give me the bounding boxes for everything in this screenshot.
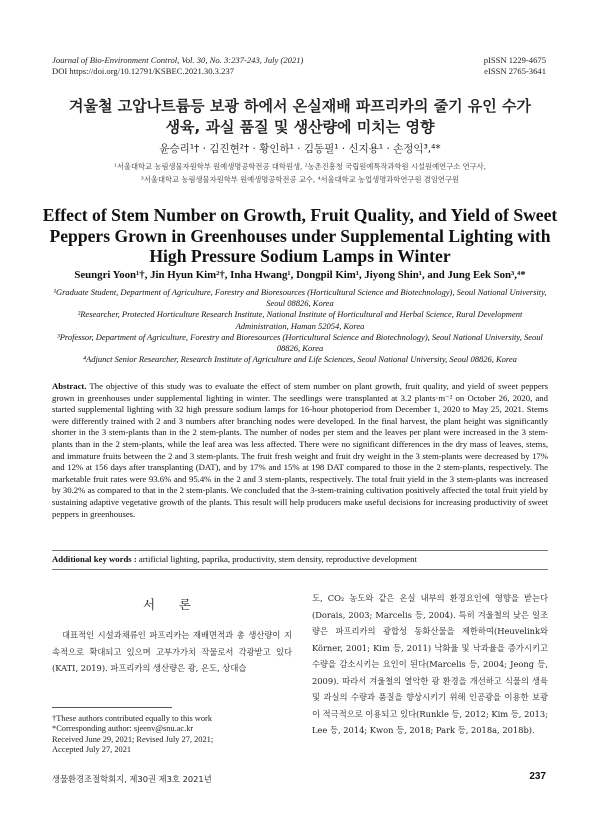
divider <box>52 550 548 551</box>
korean-title <box>40 96 560 138</box>
affiliation: ²Researcher, Protected Horticulture Research Institute, National Institute of Horticultural and Herbal Science, Rural Development Administration, Haman 52054, Korea <box>77 309 523 331</box>
footnotes <box>52 714 292 756</box>
english-title <box>40 205 560 267</box>
keywords-label: Additional key words : <box>52 554 137 564</box>
abstract-label: Abstract. <box>52 381 87 391</box>
issn-block <box>484 55 546 77</box>
korean-title-line: 생육, 과실 품질 및 생산량에 미치는 영향 <box>165 118 435 136</box>
korean-affiliation-line: ³서울대학교 농림생물자원학부 원예생명공학전공 교수, ⁴서울대학교 농업생명과학연구원 겸임연구원 <box>140 175 460 184</box>
english-title-line: Effect of Stem Number on Growth, Fruit Quality, and Yield of Sweet <box>42 205 558 225</box>
body-right-column: 도, CO₂ 농도와 같은 온실 내부의 환경요인에 영향을 받는다(Dorais, 2003; Marcelis 등, 2004). 특히 겨울철의 낮은 일조량은 파프리카의 광합성 동화산물을 제한하여(Heuvelink와 Körner, 2001; Kim 등, 2011) 낙화율 및 낙과율을 증가시키고 수량을 감소시키는 요인이 된다(Marcelis 등, 2004; Jeong 등, 2009). 따라서 겨울철의 열악한 광 환경을 개선하고 식물의 생육 및 과실의 수량과 품질을 향상시키기 위해 인공광을 이용한 보광이 적극적으로 이용되고 있다(Runkle 등, 2012; Kim 등, 2013; Lee 등, 2014; Kwon 등, 2018; Park 등, 2018a, 2018b). <box>312 593 548 735</box>
footnote: *Corresponding author: sjeenv@snu.ac.kr <box>52 724 194 734</box>
keywords <box>52 554 548 564</box>
keywords-text: artificial lighting, paprika, productivity, stem density, reproductive development <box>138 554 417 564</box>
korean-authors: 윤승리¹† · 김진현²† · 황인하¹ · 김동필¹ · 신지용¹ · 손정익³,⁴* <box>159 143 441 155</box>
english-title-line: High Pressure Sodium Lamps in Winter <box>149 246 451 266</box>
pissn: pISSN 1229-4675 <box>483 55 546 65</box>
english-title-line: Peppers Grown in Greenhouses under Supplemental Lighting with <box>49 225 551 246</box>
affiliation: ⁴Adjunct Senior Researcher, Research Institute of Agriculture and Life Sciences, Seoul National University, Seoul 08826, Korea <box>83 354 517 365</box>
page-number: 237 <box>529 771 546 782</box>
footnote: Received June 29, 2021; Revised July 27, 2021; <box>52 734 214 744</box>
doi-link[interactable]: DOI https://doi.org/10.12791/KSBEC.2021.30.3.237 <box>52 66 234 76</box>
section-title: 서 론 <box>142 597 202 612</box>
english-affiliations <box>52 287 548 365</box>
korean-title-line: 겨울철 고압나트륨등 보광 하에서 온실재배 파프리카의 줄기 유인 수가 <box>69 97 531 115</box>
english-authors: Seungri Yoon¹†, Jin Hyun Kim²†, Inha Hwang¹, Dongpil Kim¹, Jiyong Shin¹, and Jung Eek Son³,⁴* <box>74 269 526 281</box>
korean-affiliation-line: ¹서울대학교 농림생물자원학부 원예생명공학전공 대학원생, ²농촌진흥청 국립원예특작과학원 시설원예연구소 연구사, <box>113 162 487 171</box>
journal-citation: Journal of Bio-Environment Control, Vol. 30, No. 3:237-243, July (2021) <box>52 55 304 65</box>
journal-header <box>52 55 303 77</box>
eissn: eISSN 2765-3641 <box>484 66 546 76</box>
abstract-text: The objective of this study was to evaluate the effect of stem number on plant growth, fruit quality, and yield of sweet peppers grown in greenhouses under supplemental lighting in winter. The seedlings were transplanted at 3.2 plants·m⁻² on October 26, 2020, and started supplemental lighting with 32 high pressure sodium lamps for 16-hour photoperiod from December 1, 2020 to May 25, 2021. Stems were differently trained with 2 and 3 numbers after branching nodes were developed. In the final harvest, the plant height was significantly shorter in the 3 stem-plants than in the 2 stem-plants. The number of nodes per stem and the leaves per plant were increased in the 3 stem-plants than in the 2 stem-plants, while the leaf area was less affected. There were no significant differences in the dry mass of leaves, stems, and immature fruits between the 2 and 3 stem-plants. The fruit fresh weight and fruit dry weight in the 3 stem-plants were decreased by 17% and 12% at 156 days after transplanting (DAT), and by 17% and 15% at 198 DAT compared to those in the 2 stem-plants, respectively. The marketable fruit rates were 93.6% and 95.4% in the 2 and 3 stem-plants, respectively. The total fruit yield in the 3 stem-plants was increased by 30.2% as compared to that in the 2 stem-plants. We concluded that the 3-stem-training cultivation positively affected the total fruit yield by sustaining adaptive vegetative growth of the plants. This result will help producers make useful decisions for increasing productivity of sweet peppers in greenhouses. <box>52 381 549 519</box>
abstract <box>52 381 548 520</box>
korean-affiliations <box>40 160 560 186</box>
affiliation: ¹Graduate Student, Department of Agriculture, Forestry and Bioresources (Horticultural Science and Biotechnology), Seoul National University, Seoul 08826, Korea <box>53 287 547 309</box>
footnote-divider <box>52 707 172 708</box>
affiliation: ³Professor, Department of Agriculture, Forestry and Bioresources (Horticultural Science and Biotechnology), Seoul National University, Seoul 08826, Korea <box>57 331 543 354</box>
footnote: Accepted July 27, 2021 <box>52 745 132 755</box>
body-left-column: 대표적인 시설과채류인 파프리카는 재배면적과 총 생산량이 지속적으로 확대되고 있으며 고부가가치 작물로서 각광받고 있다(KATI, 2019). 파프리카의 생산량은 광, 온도, 상대습 <box>52 630 292 673</box>
divider <box>52 569 548 570</box>
footnote: †These authors contributed equally to this work <box>52 714 213 723</box>
footer-journal: 생물환경조절학회지, 제30권 제3호 2021년 <box>52 774 212 784</box>
